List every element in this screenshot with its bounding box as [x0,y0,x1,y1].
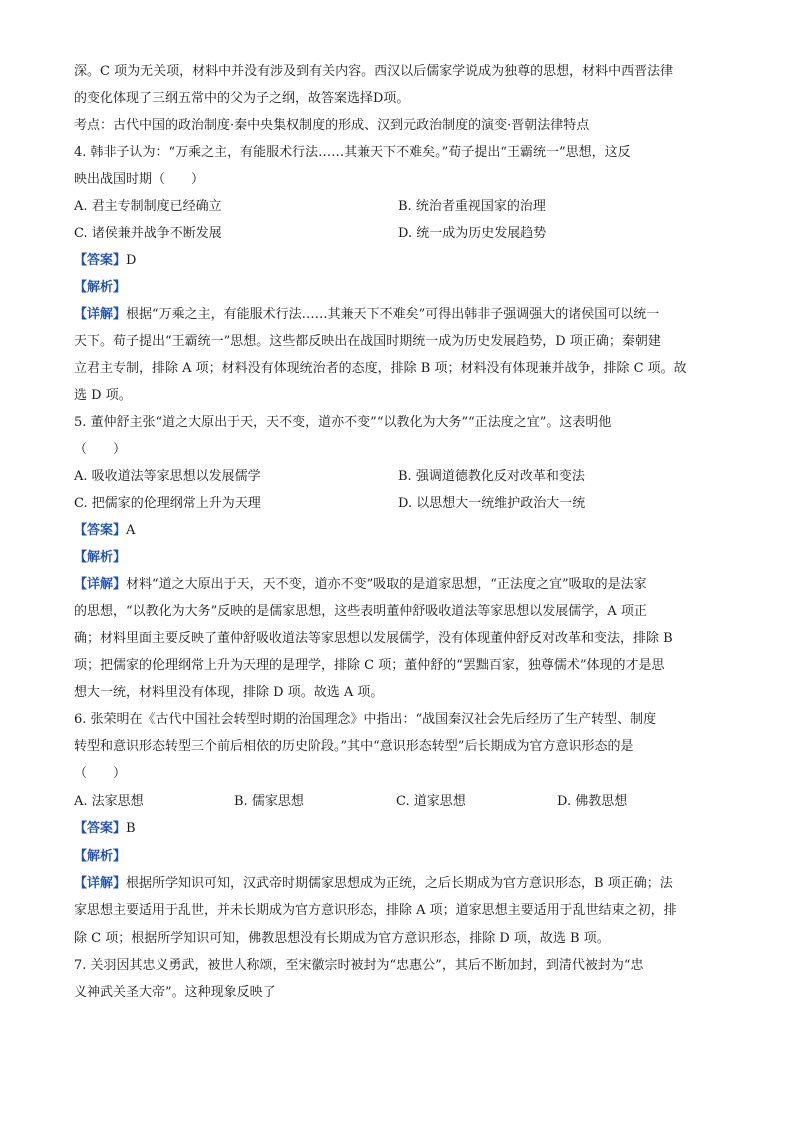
answer-tag: 【答案】 [74,523,127,538]
q5-analysis-heading [74,549,722,567]
q5-stem-line-1: 5. 董仲舒主张“道之大原出于天，天不变，道亦不变”“以教化为大务”“正法度之宜”。这表明他 [74,415,612,430]
q6-detail-line-1 [74,875,722,893]
q5-answer-value: A [126,523,136,538]
q4-detail-line-2: 天下。荀子提出“王霸统一”思想。这些都反映出在战国时期统一成为历史发展趋势，D 项正确；秦朝建 [74,334,661,349]
answer-tag: 【答案】 [74,253,127,268]
detail-tag: 【详解】 [74,577,127,592]
q4-option-b: B. 统治者重视国家的治理 [398,199,546,214]
q4-analysis-heading [74,279,722,297]
q6-stem-line-3: （ ） [74,766,127,781]
q6-detail-line-2: 家思想主要适用于乱世，并未长期成为官方意识形态，排除 A 项；道家思想主要适用于乱世结束之初，排 [74,903,677,918]
q5-detail-line-4: 项；把儒家的伦理纲常上升为天理的是理学，排除 C 项；董仲舒的“罢黜百家，独尊儒术”体现的才是思 [74,658,665,673]
q4-detail-line-3: 立君主专制，排除 A 项；材料没有体现统治者的态度，排除 B 项；材料没有体现兼并战争，排除 C 项。故 [74,361,687,376]
q6-option-d: D. 佛教思想 [557,794,628,809]
q6-stem-line-2: 转型和意识形态转型三个前后相依的历史阶段。”其中“意识形态转型”后长期成为官方意识形态的是 [74,739,634,754]
q6-detail-text-1: 根据所学知识可知，汉武帝时期儒家思想成为正统，之后长期成为官方意识形态，B 项正确；法 [126,876,673,891]
q4-detail-line-1 [74,306,722,324]
q5-option-c: C. 把儒家的伦理纲常上升为天理 [74,496,261,511]
prev-analysis-line-2: 的变化体现了三纲五常中的父为子之纲，故答案选择D项。 [74,91,410,106]
analysis-tag: 【解析】 [74,280,127,295]
q5-detail-line-2: 的思想，“以教化为大务”反映的是儒家思想，这些表明董仲舒吸收道法等家思想以发展儒学，A 项正 [74,604,647,619]
q5-answer [74,522,722,540]
q4-stem-line-2: 映出战国时期（ ） [74,172,205,187]
q6-option-b: B. 儒家思想 [234,794,304,809]
q4-detail-line-4: 选 D 项。 [74,388,132,403]
q4-option-a: A. 君主专制制度已经确立 [74,199,222,214]
detail-tag: 【详解】 [74,876,127,891]
detail-tag: 【详解】 [74,307,127,322]
q5-stem-line-2: （ ） [74,442,127,457]
q4-answer [74,252,722,270]
q5-detail-text-1: 材料“道之大原出于天，天不变，道亦不变”吸取的是道家思想，“正法度之宜”吸取的是法家 [126,577,647,592]
q5-detail-line-1 [74,576,722,594]
analysis-tag: 【解析】 [74,849,127,864]
q6-answer [74,820,722,838]
q7-stem-line-2: 义神武关圣大帝”。这种现象反映了 [74,985,276,1000]
q5-option-b: B. 强调道德教化反对改革和变法 [398,469,585,484]
q4-stem-line-1: 4. 韩非子认为：“万乘之主，有能服术行法……其兼天下不难矣。”荀子提出“王霸统一”思想，这反 [74,145,631,160]
q6-stem-line-1: 6. 张荣明在《古代中国社会转型时期的治国理念》中指出：“战国秦汉社会先后经历了生产转型、制度 [74,712,657,727]
q4-option-c: C. 诸侯兼并战争不断发展 [74,226,222,241]
q6-answer-value: B [126,821,136,836]
q5-detail-line-5: 想大一统，材料里没有体现，排除 D 项。故选 A 项。 [74,685,384,700]
prev-analysis-line-3: 考点：古代中国的政治制度·秦中央集权制度的形成、汉到元政治制度的演变·晋朝法律特点 [74,118,590,133]
q6-analysis-heading [74,848,722,866]
analysis-tag: 【解析】 [74,550,127,565]
q5-detail-line-3: 确；材料里面主要反映了董仲舒吸收道法等家思想以发展儒学，没有体现董仲舒反对改革和变法，排除 B [74,631,673,646]
q4-detail-text-1: 根据“万乘之主，有能服术行法……其兼天下不难矣”可得出韩非子强调强大的诸侯国可以统一 [126,307,660,322]
q7-stem-line-1: 7. 关羽因其忠义勇武，被世人称颂，至宋徽宗时被封为“忠惠公”，其后不断加封，到清代被封为“忠 [74,958,644,973]
answer-tag: 【答案】 [74,821,127,836]
q6-option-c: C. 道家思想 [396,794,466,809]
prev-analysis-line-1: 深。C 项为无关项，材料中并没有涉及到有关内容。西汉以后儒家学说成为独尊的思想，材料中西晋法律 [74,64,674,79]
q6-option-a: A. 法家思想 [74,794,144,809]
q4-option-d: D. 统一成为历史发展趋势 [398,226,547,241]
q5-option-a: A. 吸收道法等家思想以发展儒学 [74,469,261,484]
q4-answer-value: D [126,253,137,268]
q6-detail-line-3: 除 C 项；根据所学知识可知，佛教思想没有长期成为官方意识形态，排除 D 项，故选 B 项。 [74,931,610,946]
q5-option-d: D. 以思想大一统维护政治大一统 [398,496,586,511]
